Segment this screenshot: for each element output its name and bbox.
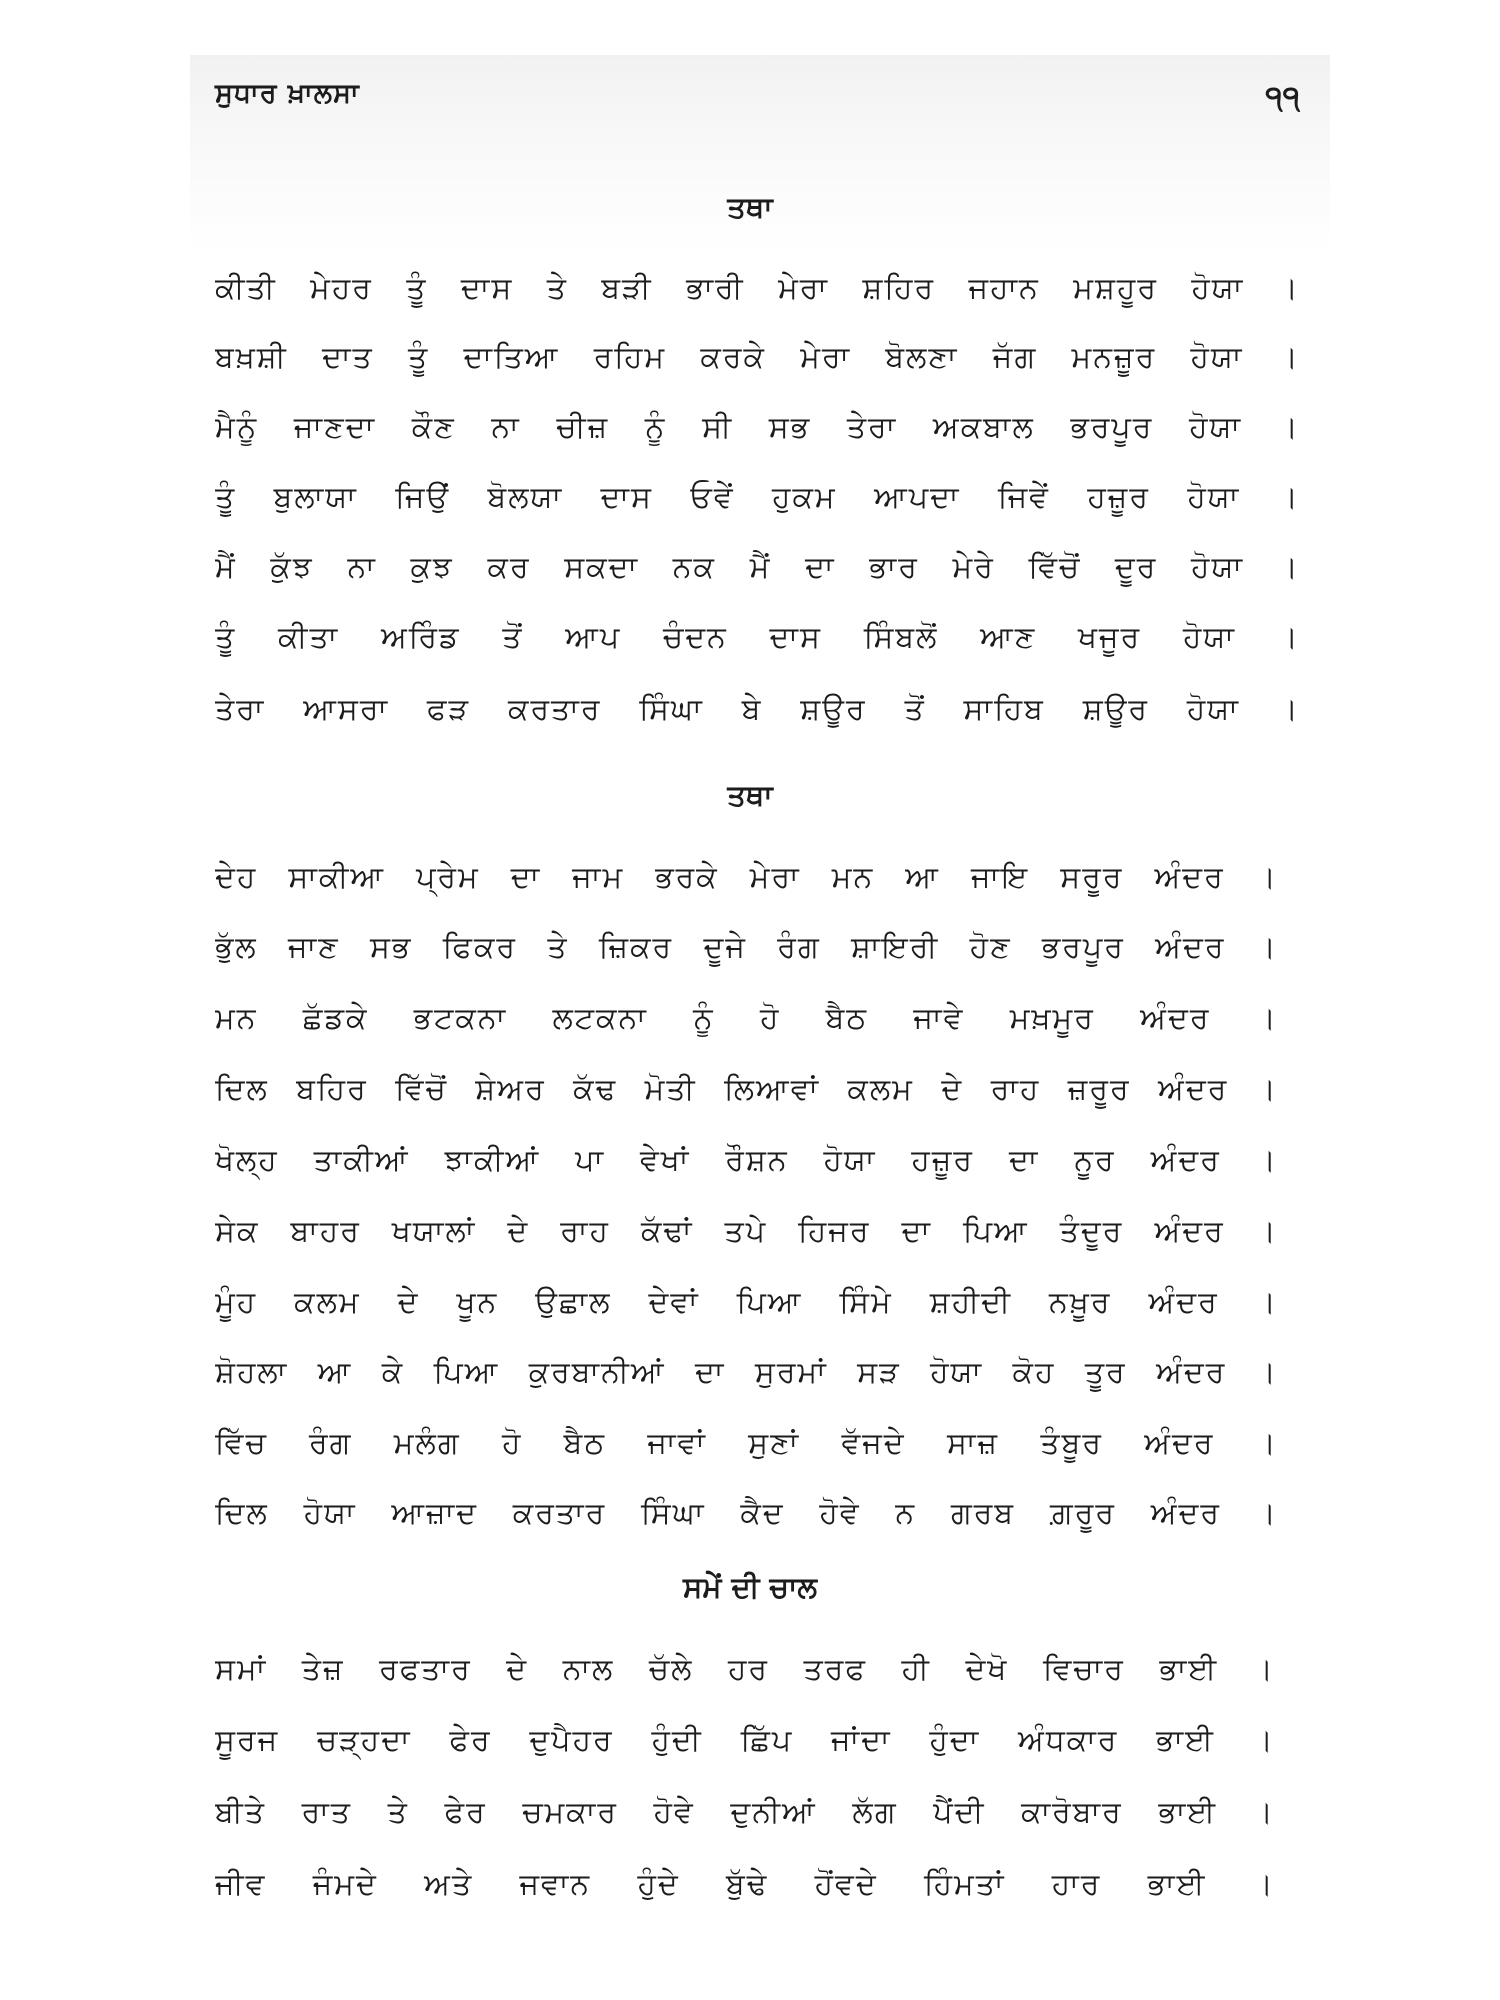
verse-line: ਦਿਲ ਬਹਿਰ ਵਿੱਚੋਂ ਸ਼ੇਅਰ ਕੱਢ ਮੋਤੀ ਲਿਆਵਾਂ ਕਲਮ ਦੇ ਰਾਹ ਜ਼ਰੂਰ ਅੰਦਰ ।: [215, 1072, 1278, 1107]
page-number: ੧੧: [1265, 78, 1300, 116]
running-header: [215, 78, 1300, 128]
verse-line: ਮੂੰਹ ਕਲਮ ਦੇ ਖੂਨ ਉਛਾਲ ਦੇਵਾਂ ਪਿਆ ਸਿੰਮੇ ਸ਼ਹੀਦੀ ਨਖ਼ੂਰ ਅੰਦਰ ।: [215, 1285, 1278, 1320]
verse-line: ਵਿੱਚ ਰੰਗ ਮਲੰਗ ਹੋ ਬੈਠ ਜਾਵਾਂ ਸੁਣਾਂ ਵੱਜਦੇ ਸਾਜ਼ ਤੰਬੂਰ ਅੰਦਰ ।: [215, 1426, 1278, 1461]
section-heading: ਤਥਾ: [727, 190, 773, 224]
verse-line: ਕੀਤੀ ਮੇਹਰ ਤੂੰ ਦਾਸ ਤੇ ਬੜੀ ਭਾਰੀ ਮੇਰਾ ਸ਼ਹਿਰ ਜਹਾਨ ਮਸ਼ਹੂਰ ਹੋਯਾ ।: [215, 271, 1300, 306]
verse-line: ਸ਼ੋਹਲਾ ਆ ਕੇ ਪਿਆ ਕੁਰਬਾਨੀਆਂ ਦਾ ਸੁਰਮਾਂ ਸੜ ਹੋਯਾ ਕੋਹ ਤੂਰ ਅੰਦਰ ।: [215, 1355, 1278, 1390]
verse-line: ਤੂੰ ਕੀਤਾ ਅਰਿੰਡ ਤੋਂ ਆਪ ਚੰਦਨ ਦਾਸ ਸਿੰਬਲੋਂ ਆਣ ਖਜੂਰ ਹੋਯਾ ।: [215, 620, 1300, 655]
verse-line: ਸੇਕ ਬਾਹਰ ਖਯਾਲਾਂ ਦੇ ਰਾਹ ਕੱਢਾਂ ਤਪੇ ਹਿਜਰ ਦਾ ਪਿਆ ਤੰਦੂਰ ਅੰਦਰ ।: [215, 1214, 1278, 1249]
verse-line: ਮੈਨੂੰ ਜਾਣਦਾ ਕੌਣ ਨਾ ਚੀਜ਼ ਨੂੰ ਸੀ ਸਭ ਤੇਰਾ ਅਕਬਾਲ ਭਰਪੂਰ ਹੋਯਾ ।: [215, 410, 1300, 445]
verse-line: ਤੇਰਾ ਆਸਰਾ ਫੜ ਕਰਤਾਰ ਸਿੰਘਾ ਬੇ ਸ਼ਊਰ ਤੋਂ ਸਾਹਿਬ ਸ਼ਊਰ ਹੋਯਾ ।: [215, 692, 1300, 727]
verse-line: ਬਖ਼ਸ਼ੀ ਦਾਤ ਤੂੰ ਦਾਤਿਆ ਰਹਿਮ ਕਰਕੇ ਮੇਰਾ ਬੋਲਣਾ ਜੱਗ ਮਨਜ਼ੂਰ ਹੋਯਾ ।: [215, 340, 1300, 375]
verse-line: ਦਿਲ ਹੋਯਾ ਆਜ਼ਾਦ ਕਰਤਾਰ ਸਿੰਘਾ ਕੈਦ ਹੋਵੇ ਨ ਗਰਬ ਗ਼ਰੂਰ ਅੰਦਰ ।: [215, 1496, 1278, 1531]
verse-line: ਬੀਤੇ ਰਾਤ ਤੇ ਫੇਰ ਚਮਕਾਰ ਹੋਵੇ ਦੁਨੀਆਂ ਲੱਗ ਪੈਂਦੀ ਕਾਰੋਬਾਰ ਭਾਈ ।: [215, 1795, 1275, 1830]
verse-line: ਮੈਂ ਕੁੱਝ ਨਾ ਕੁਝ ਕਰ ਸਕਦਾ ਨਕ ਮੈਂ ਦਾ ਭਾਰ ਮੇਰੇ ਵਿੱਚੋਂ ਦੂਰ ਹੋਯਾ ।: [215, 550, 1300, 585]
section-heading: ਸਮੇਂ ਦੀ ਚਾਲ: [683, 1570, 817, 1604]
verse-line: ਮਨ ਛੱਡਕੇ ਭਟਕਨਾ ਲਟਕਨਾ ਨੂੰ ਹੋ ਬੈਠ ਜਾਵੇ ਮਖ਼ਮੂਰ ਅੰਦਰ ।: [215, 1001, 1278, 1036]
verse-line: ਸੂਰਜ ਚੜ੍ਹਦਾ ਫੇਰ ਦੁਪੈਹਰ ਹੁੰਦੀ ਛਿੱਪ ਜਾਂਦਾ ਹੁੰਦਾ ਅੰਧਕਾਰ ਭਾਈ ।: [215, 1723, 1275, 1758]
verse-line: ਤੂੰ ਬੁਲਾਯਾ ਜਿਉਂ ਬੋਲਯਾ ਦਾਸ ਓਵੇਂ ਹੁਕਮ ਆਪਦਾ ਜਿਵੇਂ ਹਜ਼ੂਰ ਹੋਯਾ ।: [215, 480, 1300, 515]
verse-line: ਖੋਲ੍ਹ ਤਾਕੀਆਂ ਝਾਕੀਆਂ ਪਾ ਵੇਖਾਂ ਰੌਸ਼ਨ ਹੋਯਾ ਹਜ਼ੂਰ ਦਾ ਨੂਰ ਅੰਦਰ ।: [215, 1143, 1278, 1178]
section-heading: ਤਥਾ: [727, 778, 773, 812]
verse-line: ਸਮਾਂ ਤੇਜ਼ ਰਫਤਾਰ ਦੇ ਨਾਲ ਚੱਲੇ ਹਰ ਤਰਫ ਹੀ ਦੇਖੋ ਵਿਚਾਰ ਭਾਈ ।: [215, 1652, 1275, 1687]
verse-line: ਦੇਹ ਸਾਕੀਆ ਪ੍ਰੇਮ ਦਾ ਜਾਮ ਭਰਕੇ ਮੇਰਾ ਮਨ ਆ ਜਾਇ ਸਰੂਰ ਅੰਦਰ ।: [215, 860, 1278, 895]
book-title: ਸੁਧਾਰ ਖ਼ਾਲਸਾ: [215, 78, 360, 109]
verse-line: ਜੀਵ ਜੰਮਦੇ ਅਤੇ ਜਵਾਨ ਹੁੰਦੇ ਬੁੱਢੇ ਹੋਂਵਦੇ ਹਿੰਮਤਾਂ ਹਾਰ ਭਾਈ ।: [215, 1867, 1275, 1902]
verse-line: ਭੁੱਲ ਜਾਣ ਸਭ ਫਿਕਰ ਤੇ ਜ਼ਿਕਰ ਦੂਜੇ ਰੰਗ ਸ਼ਾਇਰੀ ਹੋਣ ਭਰਪੂਰ ਅੰਦਰ ।: [215, 930, 1278, 965]
